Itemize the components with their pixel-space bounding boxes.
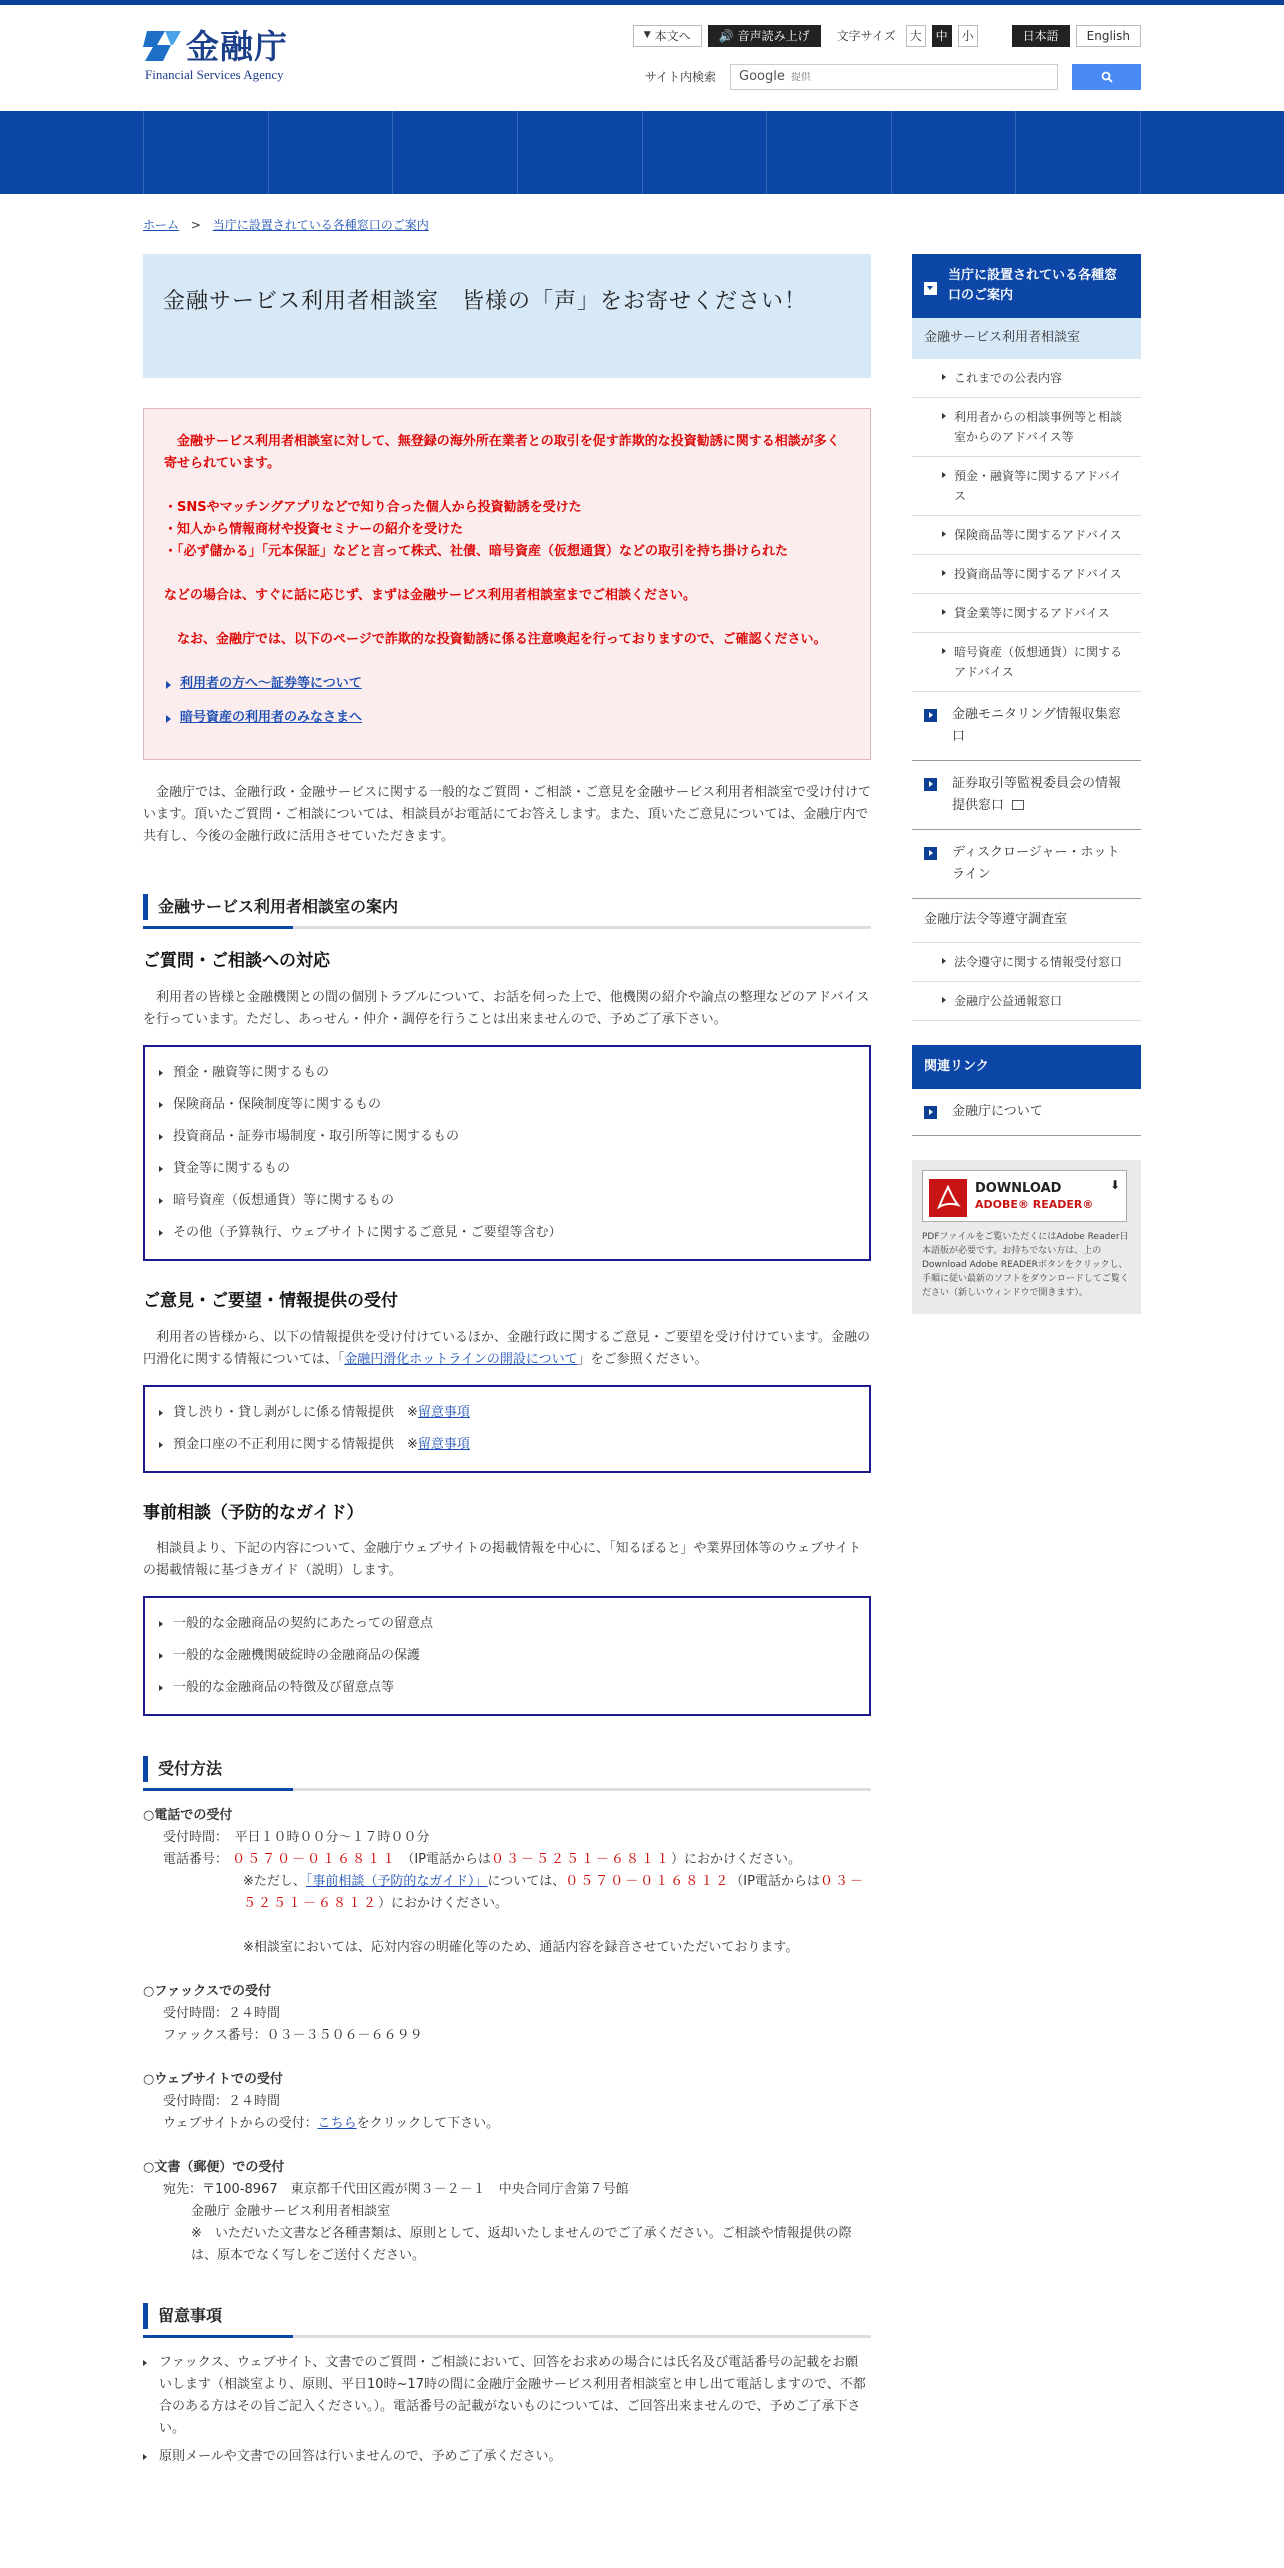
recording-note: ※相談室においては、応対内容の明確化等のため、通話内容を録音させていただいております。 [243,1940,799,1956]
triangle-down-icon: ▼ [643,30,651,41]
guide-topics-list [143,1596,871,1716]
sidebar-subitem[interactable]: 暗号資産（仮想通貨）に関するアドバイス [912,633,1141,692]
list-item: 一般的な金融機関破綻時の金融商品の保護 [159,1640,855,1672]
list-item: ファックス、ウェブサイト、文書でのご質問・ご相談において、回答をお求めの場合には氏名及び電話番号の記載をお願いします（相談室より、原則、平日10時~17時の間に金融庁金融サービス利用者相談室と申し出て電話しますので、不都合のある方はその旨ご記入ください。）。電話番号の記載がないものについては、ご回答出来ませんので、予めご了承下さい。 [143,2352,871,2440]
page-title-box [143,254,871,378]
notes-list [143,2352,871,2468]
web-hours: 受付時間：２４時間 [163,2094,281,2110]
subsection-heading: ご意見・ご要望・情報提供の受付 [143,1290,398,1311]
sidebar-item-label: ディスクロージャー・ホットライン [952,844,1120,882]
section-heading: 金融サービス利用者相談室の案内 [143,894,871,920]
adobe-reader-box [912,1160,1141,1314]
sidebar-item-label: 金融モニタリング情報収集窓口 [952,706,1121,744]
subsection-heading: ご質問・ご相談への対応 [143,951,330,971]
list-item [159,1397,855,1429]
related-links [912,1045,1141,1136]
sidebar-subitem[interactable]: 保険商品等に関するアドバイス [912,516,1141,555]
list-item: その他（予算執行、ウェブサイトに関するご意見・ご要望等含む） [159,1217,855,1249]
section-heading: 受付方法 [143,1756,871,1782]
text-part: ）におかけください。 [671,1852,802,1868]
alert-line: などの場合は、すぐに話に応じず、まずは金融サービス利用者相談室までご相談ください。 [164,588,696,603]
sidebar-item-label: 証券取引等監視委員会の情報提供窓口 [952,775,1122,813]
fax-heading: ○ファックスでの受付 [143,1984,271,2000]
text-part: ウェブサイトからの受付： [163,2116,318,2132]
voice-read-button[interactable] [708,25,821,47]
adobe-reader-note: PDFファイルをご覧いただくにはAdobe Reader日本語版が必要です。お持ちでない方は、上のDownload Adobe READERボタンをクリックし、手順に従い最新のソフトをダウンロードしてご覧ください（新しいウィンドウで開きます）。 [922,1231,1129,1298]
notes-link[interactable]: 留意事項 [417,1436,470,1452]
web-link-row [143,2113,871,2135]
section-heading: 留意事項 [143,2303,871,2329]
global-nav-item[interactable] [642,111,767,194]
text-part: ※ただし、 [243,1874,306,1890]
skip-to-content-button[interactable] [633,25,702,47]
breadcrumb-current-link[interactable]: 当庁に設置されている各種窓口のご案内 [212,218,429,232]
arrow-right-icon [924,709,937,722]
subsection-text [143,1327,871,1371]
phone-number-row [143,1849,871,1871]
speaker-icon: 🔊 [718,28,734,43]
guide-ip-phone-number: ０３－５２５１－６８１２ [243,1874,865,1912]
global-nav-item[interactable] [891,111,1016,194]
global-nav-item[interactable] [143,111,268,194]
list-item: 原則メールや文書での回答は行いませんので、予めご了承ください。 [143,2446,871,2468]
item-text: 預金口座の不正利用に関する情報提供 ※ [173,1436,418,1452]
sidebar-item[interactable] [912,692,1141,761]
skip-label: 本文へ [654,28,691,43]
sidebar-item-active[interactable]: 金融サービス利用者相談室 [912,318,1141,359]
sidebar-item[interactable] [912,761,1141,830]
sidebar-item[interactable] [912,830,1141,899]
breadcrumb [143,215,429,236]
fsa-logo-mark-icon [143,29,183,63]
logo-text-en: Financial Services Agency [145,67,284,82]
text-part: をクリックして下さい。 [356,2116,500,2132]
adobe-reader-label: ADOBE® READER® [975,1197,1094,1211]
fsa-logo[interactable] [143,25,323,85]
sidebar-subitem[interactable]: 金融庁公益通報窓口 [912,982,1141,1021]
alert-line: 金融サービス利用者相談室に対して、無登録の海外所在業者との取引を促す詐欺的な投資勧誘に関する相談が多く寄せられています。 [164,434,840,471]
guide-phone-note [143,1871,871,1915]
sidebar-subitem[interactable]: 法令遵守に関する情報受付窓口 [912,943,1141,982]
global-nav-item[interactable] [766,111,891,194]
adobe-reader-download-button[interactable] [922,1170,1127,1222]
lang-english-button[interactable]: English [1076,25,1141,47]
ip-phone-number: ０３－５２５１－６８１１ [491,1852,672,1868]
external-window-icon [1012,800,1024,810]
item-text: 貸し渋り・貸し剥がしに係る情報提供 ※ [173,1404,418,1420]
alert-line: なお、金融庁では、以下のページで詐欺的な投資勧誘に係る注意喚起を行っておりますので、ご確認ください。 [164,632,827,647]
alert-item: ・「必ず儲かる」「元本保証」などと言って株式、社債、暗号資産（仮想通貨）などの取引を持ち掛けられた [164,544,789,559]
arrow-right-icon [924,847,937,860]
subsection-heading: 事前相談（予防的なガイド） [143,1502,364,1523]
list-item: 保険商品・保険制度等に関するもの [159,1089,855,1121]
sidebar-subitem[interactable]: 投資商品等に関するアドバイス [912,555,1141,594]
breadcrumb-separator: > [190,218,201,232]
fontsize-label: 文字サイズ [836,28,896,43]
subsection-text: 相談員より、下記の内容について、金融庁ウェブサイトの掲載情報を中心に、「知るぽると」や業界団体等のウェブサイトの掲載情報に基づきガイド（説明）します。 [143,1541,862,1579]
google-brand: Google [739,68,785,84]
fontsize-small-button[interactable]: 小 [958,25,978,47]
section-underline [143,926,871,929]
related-item[interactable] [912,1089,1141,1136]
list-item: 投資商品・証券市場制度・取引所等に関するもの [159,1121,855,1153]
fax-hours: 受付時間：２４時間 [163,2006,281,2022]
header-search-row [645,63,1141,91]
fraud-alert-box [143,408,871,760]
text-part: （IP電話からは [730,1874,820,1890]
list-item: 貸金等に関するもの [159,1153,855,1185]
list-item: 一般的な金融商品の特徴及び留意点等 [159,1672,855,1704]
global-nav [0,111,1284,194]
header-utility-row [633,24,1141,48]
text-part: については、 [487,1874,566,1890]
list-item: 一般的な金融商品の契約にあたっての留意点 [159,1608,855,1640]
sidebar-heading[interactable] [912,254,1141,318]
sidebar-item[interactable]: 金融庁法令等遵守調査室 [912,899,1141,943]
global-nav-item[interactable] [517,111,642,194]
related-heading: 関連リンク [912,1045,1141,1089]
alert-link-item [164,673,850,695]
reception-methods [143,1805,871,2267]
subsection-text: 利用者の皆様と金融機関との間の個別トラブルについて、お話を伺った上で、他機関の紹介や論点の整理などのアドバイスを行っています。ただし、あっせん・仲介・調停を行うことは出来ませんので、予めご了承下さい。 [143,989,870,1027]
sidebar-subitem[interactable]: 利用者からの相談事例等と相談室からのアドバイス等 [912,398,1141,457]
phone-number-label: 電話番号： [163,1852,229,1868]
download-arrow-icon: ⬇ [1109,1177,1120,1192]
list-item: 暗号資産（仮想通貨）等に関するもの [159,1185,855,1217]
logo-text-jp: 金融庁 [186,27,288,66]
page-title: 金融サービス利用者相談室 皆様の「声」をお寄せください！ [163,289,808,314]
mail-address: 宛先：〒100-8967 東京都千代田区霞が関３－２－１ 中央合同庁舎第７号館 [163,2182,629,2198]
web-heading: ○ウェブサイトでの受付 [143,2072,283,2088]
search-box [730,64,1058,90]
voice-label: 音声読み上げ [737,28,810,43]
guide-phone-number: ０５７０－０１６８１２ [565,1874,731,1890]
search-button[interactable] [1072,64,1141,90]
site-header [0,5,1284,111]
hotline-link[interactable]: 金融円滑化ホットラインの開設について [344,1351,578,1367]
global-nav-item[interactable] [392,111,517,194]
consultation-topics-list [143,1045,871,1261]
mail-note: ※ いただいた文書など各種書類は、原則として、返却いたしませんのでご了承ください。ご相談や情報提供の際は、原本でなく写しをご送付ください。 [191,2226,852,2264]
sidebar-subitem[interactable]: 預金・融資等に関するアドバイス [912,457,1141,516]
main-content [143,254,871,2474]
adobe-logo-icon [929,1179,967,1217]
collapse-icon [924,282,937,295]
arrow-right-icon [924,778,937,791]
intro-text: 金融庁では、金融行政・金融サービスに関する一般的なご質問・ご相談・ご意見を金融サービス利用者相談室で受け付けています。頂いたご質問・ご相談については、相談員がお電話にてお答えします。また、頂いたご意見については、金融庁内で共有し、今後の金融行政に活用させていただきます。 [143,785,872,844]
sidebar-subitem[interactable]: これまでの公表内容 [912,359,1141,398]
sidebar-heading-label: 当庁に設置されている各種窓口のご案内 [948,268,1118,303]
notes-link[interactable]: 留意事項 [417,1404,470,1420]
fontsize-large-button[interactable]: 大 [906,25,926,47]
phone-hours: 受付時間： 平日１０時００分～１７時００分 [163,1830,430,1846]
sidebar [912,254,1141,1314]
list-item [159,1429,855,1461]
alert-link-crypto[interactable]: 暗号資産の利用者のみなさまへ [180,710,363,725]
text-part: 利用者の皆様から、以下の情報提供を受け付けているほか、金融行政に関するご意見・ご要望を受け付けています。金融の円滑化に関する情報については、「 [143,1329,870,1367]
alert-item: ・SNSやマッチングアプリなどで知り合った個人から投資勧誘を受けた [164,500,582,515]
text-part: ）におかけください。 [378,1896,509,1912]
lang-japanese-button[interactable]: 日本語 [1012,25,1070,47]
fax-number: ファックス番号：０３－３５０６－６６９９ [163,2028,423,2044]
search-icon [1101,71,1113,83]
adobe-download-label: DOWNLOAD [975,1180,1062,1196]
global-nav-item[interactable] [1015,111,1141,194]
arrow-right-icon [924,1106,937,1119]
info-provision-list [143,1385,871,1473]
breadcrumb-home-link[interactable]: ホーム [143,218,180,232]
section-underline [143,2335,871,2338]
section-underline [143,1788,871,1791]
global-nav-item[interactable] [268,111,393,194]
alert-link-item [164,707,850,729]
text-part: 」をご参照ください。 [577,1351,708,1367]
mail-dept: 金融庁 金融サービス利用者相談室 [191,2204,391,2220]
text-part: （IP電話からは [401,1852,491,1868]
alert-link-securities[interactable]: 利用者の方へ～証券等について [180,676,362,691]
guide-link[interactable]: 「事前相談（予防的なガイド）」 [305,1874,488,1890]
mail-heading: ○文書（郵便）での受付 [143,2160,285,2176]
search-input[interactable] [791,72,1049,83]
sidebar-subitem[interactable]: 貸金業等に関するアドバイス [912,594,1141,633]
alert-item: ・知人から情報商材や投資セミナーの紹介を受けた [164,522,464,537]
fontsize-medium-button[interactable]: 中 [932,25,952,47]
phone-heading: ○電話での受付 [143,1808,233,1824]
related-item-label: 金融庁について [952,1103,1043,1119]
web-form-link[interactable]: こちら [317,2116,357,2132]
list-item: 預金・融資等に関するもの [159,1057,855,1089]
search-label: サイト内検索 [644,69,716,84]
phone-number: ０５７０－０１６８１１ [232,1852,398,1868]
